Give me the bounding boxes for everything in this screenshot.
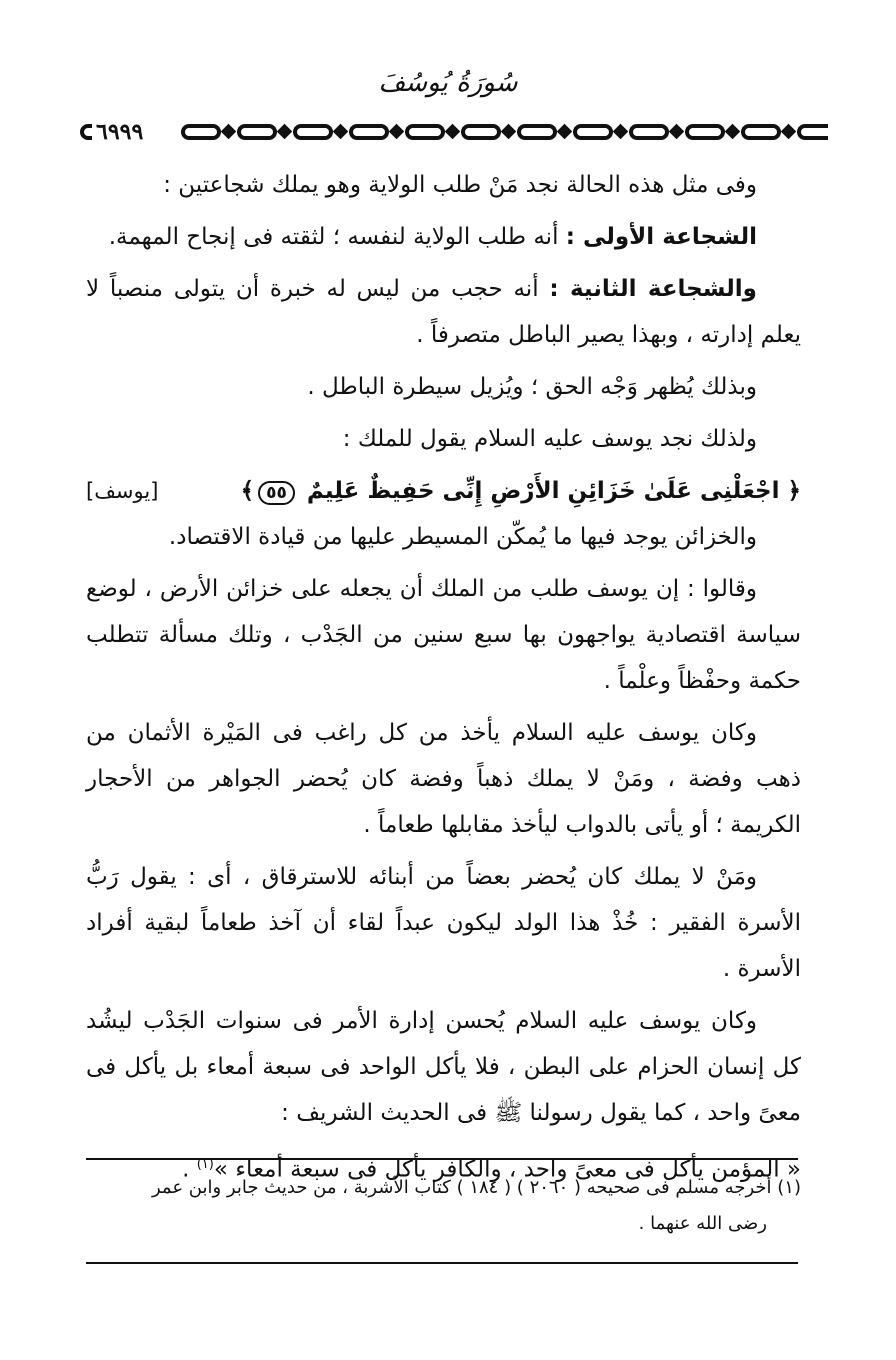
paragraph-first-courage: الشجاعة الأولى : أنه طلب الولاية لنفسه ؛ لثقته فى إنجاح المهمة. — [108, 224, 757, 250]
paragraph-yusuf-says: ولذلك نجد يوسف عليه السلام يقول للملك : — [342, 426, 757, 452]
ornament-link — [799, 126, 828, 138]
quran-verse-line — [86, 468, 801, 514]
paragraph-drought: وكان يوسف عليه السلام يُحسن إدارة الأمر فى سنوات الجَدْب ليشُد كل إنسان الحزام على البطن ، فلا يأكل الواحد فى سبعة أمعاء بل يأكل فى معىً واحد ، كما يقول رسولنا ﷺ فى الحديث الشريف : — [86, 1008, 801, 1126]
paragraph-provisions: وكان يوسف عليه السلام يأخذ من كل راغب فى المَيْرة الأثمان من ذهب وفضة ، ومَنْ لا يملك ذهباً وفضة كان يُحضر الجواهر من الأحجار الكريمة ؛ أو يأتى بالدواب ليأخذ مقابلها طعاماً . — [86, 720, 801, 838]
ornament-link — [407, 126, 443, 138]
ornament-link — [519, 126, 555, 138]
heading-second-courage: والشجاعة الثانية : — [549, 276, 757, 302]
paragraph-treasuries: والخزائن يوجد فيها ما يُمكّن المسيطر عليها من قيادة الاقتصاد. — [168, 524, 757, 550]
paragraph-intro: وفى مثل هذه الحالة نجد مَنْ طلب الولاية وهو يملك شجاعتين : — [163, 172, 757, 198]
ornament-diamond — [392, 127, 402, 137]
verse-reference: [يوسف] — [86, 479, 159, 503]
ornament-diamond — [336, 127, 346, 137]
ornament-link — [351, 126, 387, 138]
footnote-line-1: (١) أخرجه مسلم فى صحيحه ( ٢٠٦٠ ) ( ١٨٤ ) كتاب الأشربة ، من حديث جابر وابن عمر — [151, 1177, 801, 1198]
footnote-separator — [86, 1158, 798, 1160]
ornament-link — [183, 126, 219, 138]
footnote-marker: (١) — [196, 1157, 214, 1172]
paragraph-hadith: « المؤمن يأكل فى معىً واحد ، والكافر يأكل فى سبعة أمعاء »$^{(١)}$ . — [182, 1156, 801, 1183]
ornament-diamond — [504, 127, 514, 137]
paragraph-slavery: ومَنْ لا يملك كان يُحضر بعضاً من أبنائه للاسترقاق ، أى : يقول رَبُّ الأسرة الفقير : خُذْ هذا الولد ليكون عبداً لقاء أن آخذ طعاماً لبقية أفراد الأسرة . — [86, 864, 801, 982]
quran-verse: ﴿ اجْعَلْنِى عَلَىٰ خَزَائِنِ الأَرْضِ إِنِّى حَفِيظٌ عَلِيمٌ ٥٥﴾ — [240, 478, 801, 504]
heading-first-courage: الشجاعة الأولى : — [565, 224, 757, 250]
ornament-diamond — [224, 127, 234, 137]
paragraph-second-courage: والشجاعة الثانية : أنه حجب من ليس له خبرة أن يتولى منصباً لا يعلم إدارته ، وبهذا يصير الباطل متصرفاً . — [86, 276, 801, 348]
ornament-link — [631, 126, 667, 138]
ornament-link — [687, 126, 723, 138]
ornament-link — [239, 126, 275, 138]
ornament-link — [295, 126, 331, 138]
ornament-diamond — [672, 127, 682, 137]
ornament-diamond — [728, 127, 738, 137]
ornament-diamond — [784, 127, 794, 137]
main-text — [86, 162, 801, 1199]
ornament-diamond — [280, 127, 290, 137]
ornament-diamond — [616, 127, 626, 137]
verse-number: ٥٥ — [258, 481, 295, 505]
ornament-link — [575, 126, 611, 138]
ornament-diamond — [448, 127, 458, 137]
header-ornament-border — [78, 120, 828, 144]
bottom-rule — [86, 1262, 798, 1264]
paragraph-truth: وبذلك يُظهر وَجْه الحق ؛ ويُزيل سيطرة الباطل . — [307, 374, 757, 400]
surah-title: سُورَةُ يُوسُفَ — [378, 68, 518, 98]
footnote — [86, 1170, 801, 1242]
ornament-link — [743, 126, 779, 138]
footnote-line-2: رضى الله عنهما . — [638, 1213, 767, 1234]
ornament-diamond — [560, 127, 570, 137]
paragraph-they-said: وقالوا : إن يوسف طلب من الملك أن يجعله على خزائن الأرض ، لوضع سياسة اقتصادية يواجهون بها سبع سنين من الجَدْب ، وتلك مسألة تتطلب حكمة وحفْظاً وعلْماً . — [86, 576, 801, 694]
page-number: ٦٩٩٩ — [92, 120, 147, 144]
ornament-link — [463, 126, 499, 138]
